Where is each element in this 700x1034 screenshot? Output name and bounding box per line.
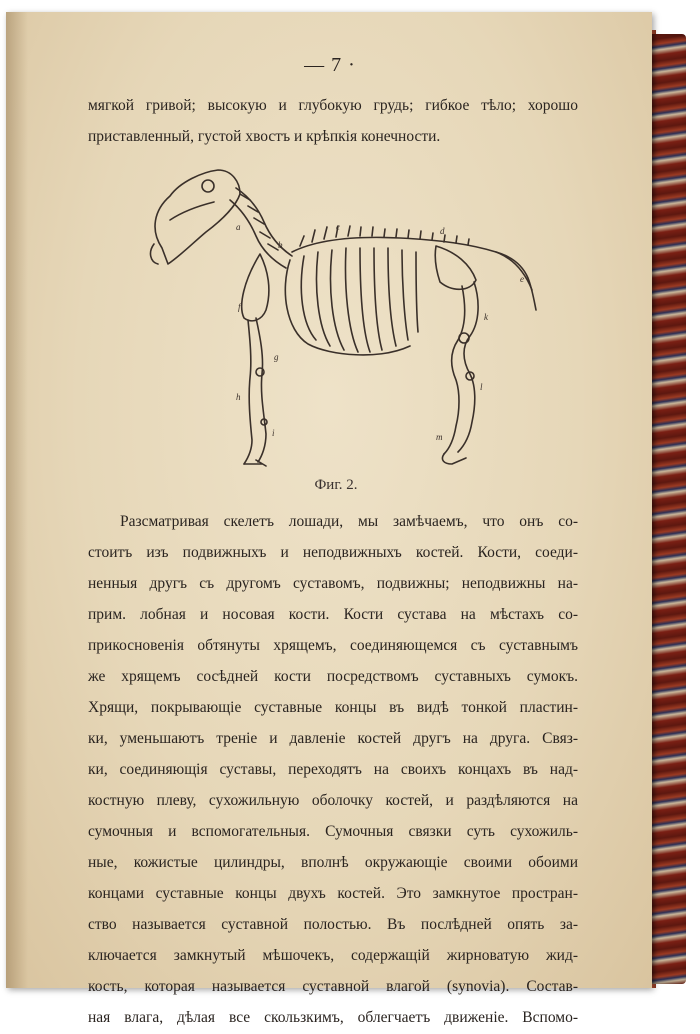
svg-text:e: e — [520, 274, 524, 284]
text-line: Разсматривая скелетъ лошади, мы замѣчаемъ, что онъ со- — [120, 513, 578, 530]
top-paragraph — [88, 90, 578, 152]
page-number: — 7 · — [304, 54, 356, 76]
svg-text:l: l — [480, 382, 483, 392]
horse-skeleton-figure — [140, 160, 540, 472]
text-line: приставленный, густой хвостъ и крѣпкія конечности. — [88, 128, 441, 145]
marbled-book-cover — [650, 34, 686, 984]
text-line: ство называется суставной полостью. Въ послѣдней опять за- — [88, 916, 578, 933]
text-line: костную плеву, сухожильную оболочку костей, и раздѣляются на — [88, 792, 578, 809]
text-line: концами суставные концы двухъ костей. Это замкнутое простран- — [88, 885, 578, 902]
text-line: сумочныя и вспомогательныя. Сумочныя связки суть сухожиль- — [88, 823, 578, 840]
text-line: ки, уменьшаютъ треніе и давленіе костей другъ на друга. Связ- — [88, 730, 578, 747]
figure-caption: Фиг. 2. — [314, 477, 358, 493]
text-line: ключается замкнутый мѣшочекъ, содержащій жирноватую жид- — [88, 947, 578, 964]
svg-text:d: d — [440, 226, 445, 236]
text-line: ки, соединяющія суставы, переходятъ на своихъ концахъ въ над- — [88, 761, 578, 778]
svg-text:m: m — [436, 432, 443, 442]
text-line: прим. лобная и носовая кости. Кости сустава на мѣстахъ со- — [88, 606, 578, 623]
text-line: же хрящемъ сосѣдней кости посредствомъ суставныхъ сумокъ. — [88, 668, 578, 685]
svg-text:f: f — [238, 302, 241, 312]
svg-text:h: h — [236, 392, 241, 402]
svg-text:c: c — [336, 222, 340, 232]
page-gutter-shadow — [6, 12, 28, 988]
svg-text:g: g — [274, 352, 279, 362]
text-line: ные, кожистые цилиндры, вполнѣ окружающіе своими обоими — [88, 854, 578, 871]
text-line: ненныя другъ съ другомъ суставомъ, подвижны; неподвижны на- — [88, 575, 578, 592]
text-line: кость, которая называется суставной влагой (synovia). Состав- — [88, 978, 578, 995]
text-line: стоитъ изъ подвижныхъ и неподвижныхъ костей. Кости, соеди- — [88, 544, 578, 561]
svg-text:a: a — [236, 222, 241, 232]
svg-text:i: i — [272, 428, 275, 438]
text-line: ная влага, дѣлая все скользкимъ, облегчаетъ движеніе. Вспомо- — [88, 1009, 578, 1026]
text-line: прикосновенія обтянуты хрящемъ, соединяющемся съ суставнымъ — [88, 637, 578, 654]
svg-text:k: k — [484, 312, 488, 322]
text-line: Хрящи, покрывающіе суставные концы въ видѣ тонкой пластин- — [88, 699, 578, 716]
text-line: мягкой гривой; высокую и глубокую грудь; гибкое тѣло; хорошо — [88, 97, 578, 114]
body-paragraph — [88, 507, 578, 1034]
svg-text:b: b — [278, 240, 283, 250]
